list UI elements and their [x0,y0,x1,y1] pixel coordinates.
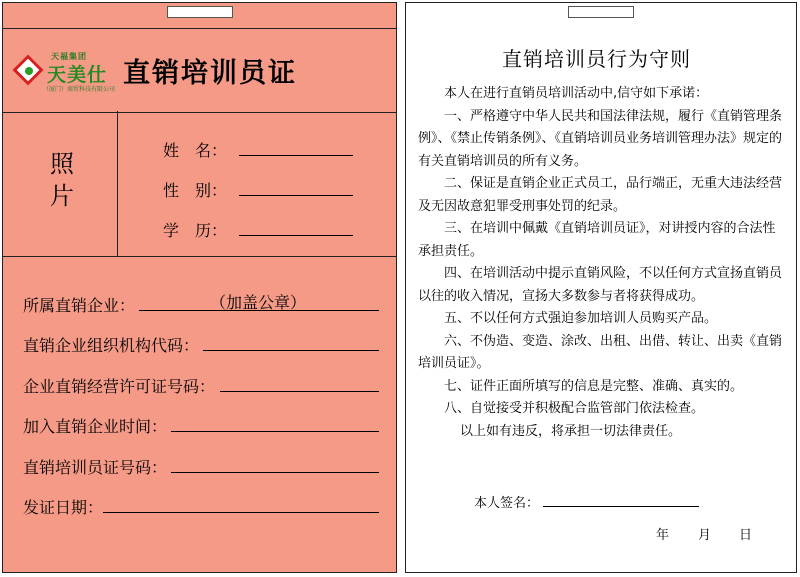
issue-date-blank [103,496,379,513]
name-label: 姓 名： [163,141,228,160]
trainer-id-label: 直销培训员证号码： [23,458,168,477]
date-month: 月 [698,528,712,543]
date-day: 日 [739,528,753,543]
photo-box [3,111,118,256]
issue-date-field [23,495,103,518]
rule-item: 六、不伪造、变造、涂改、出租、出借、转让、出卖《直销培训员证》。 [418,333,783,371]
org-code-field [23,333,199,356]
education-blank [239,221,353,236]
join-date-field [23,414,167,437]
license-label: 企业直销经营许可证号码： [23,377,216,396]
name-blank [239,141,353,156]
license-field [23,374,215,397]
rule-item: 八、自觉接受并积极配合监管部门依法检查。 [444,401,705,416]
code-of-conduct-body [418,83,788,443]
card-header [3,28,396,113]
photo-label: 照片 [50,150,74,210]
license-blank [220,375,379,392]
rule-item: 四、在培训活动中提示直销风险，不以任何方式宣扬直销员以往的收入情况，宣扬大多数参与者将获得成功。 [418,266,783,304]
org-code-blank [203,334,379,351]
gender-field [163,178,353,201]
trainer-id-blank [171,456,379,473]
company-field [23,293,135,316]
logo-subtitle: （厦门）商贸科技有限公司 [43,86,116,93]
signature-field [474,492,699,511]
org-code-label: 直销企业组织机构代码： [23,336,200,355]
education-field [163,218,353,241]
lanyard-slot [167,6,233,18]
card-title: 直销培训员证 [123,58,297,89]
gender-blank [239,181,353,196]
intro-text: 本人在进行直销员培训活动中,信守如下承诺： [444,86,709,101]
rule-item: 一、严格遵守中华人民共和国法律法规，履行《直销管理条例》、《禁止传销条例》、《直销培训员业务培训管理办法》规定的有关直销培训员的所有义务。 [418,108,783,169]
rule-item: 二、保证是直销企业正式员工，品行端正，无重大违法经营及无因故意犯罪受刑事处罚的纪录。 [418,176,783,214]
logo-group-name: 天福集团 [51,52,87,61]
seal-note: （加盖公章） [210,293,307,312]
date-year: 年 [656,528,670,543]
logo-dot-icon [25,67,33,75]
name-field [163,138,353,161]
closing-text: 以上如有违反，将承担一切法律责任。 [460,423,682,439]
company-label: 所属直销企业： [23,296,136,315]
company-logo [11,51,116,93]
rule-item: 七、证件正面所填写的信息是完整、准确、真实的。 [444,378,744,394]
signature-label: 本人签名： [474,496,540,511]
lanyard-slot [568,6,634,18]
signature-blank [543,494,699,507]
photo-section [3,111,396,257]
rule-item: 三、在培训中佩戴《直销培训员证》，对讲授内容的合法性承担责任。 [418,221,776,259]
training-id-card-back [405,2,797,573]
training-id-card-front [2,2,397,573]
gender-label: 性 别： [163,181,228,200]
education-label: 学 历： [163,221,228,240]
join-date-blank [171,415,379,432]
trainer-id-field [23,455,167,478]
issue-date-label: 发证日期： [23,498,104,517]
rule-item: 五、不以任何方式强迫参加培训人员购买产品。 [444,311,718,326]
logo-brand-name: 天美仕 [47,64,108,86]
join-date-label: 加入直销企业时间： [23,417,168,436]
code-of-conduct-title: 直销培训员行为守则 [502,47,691,71]
